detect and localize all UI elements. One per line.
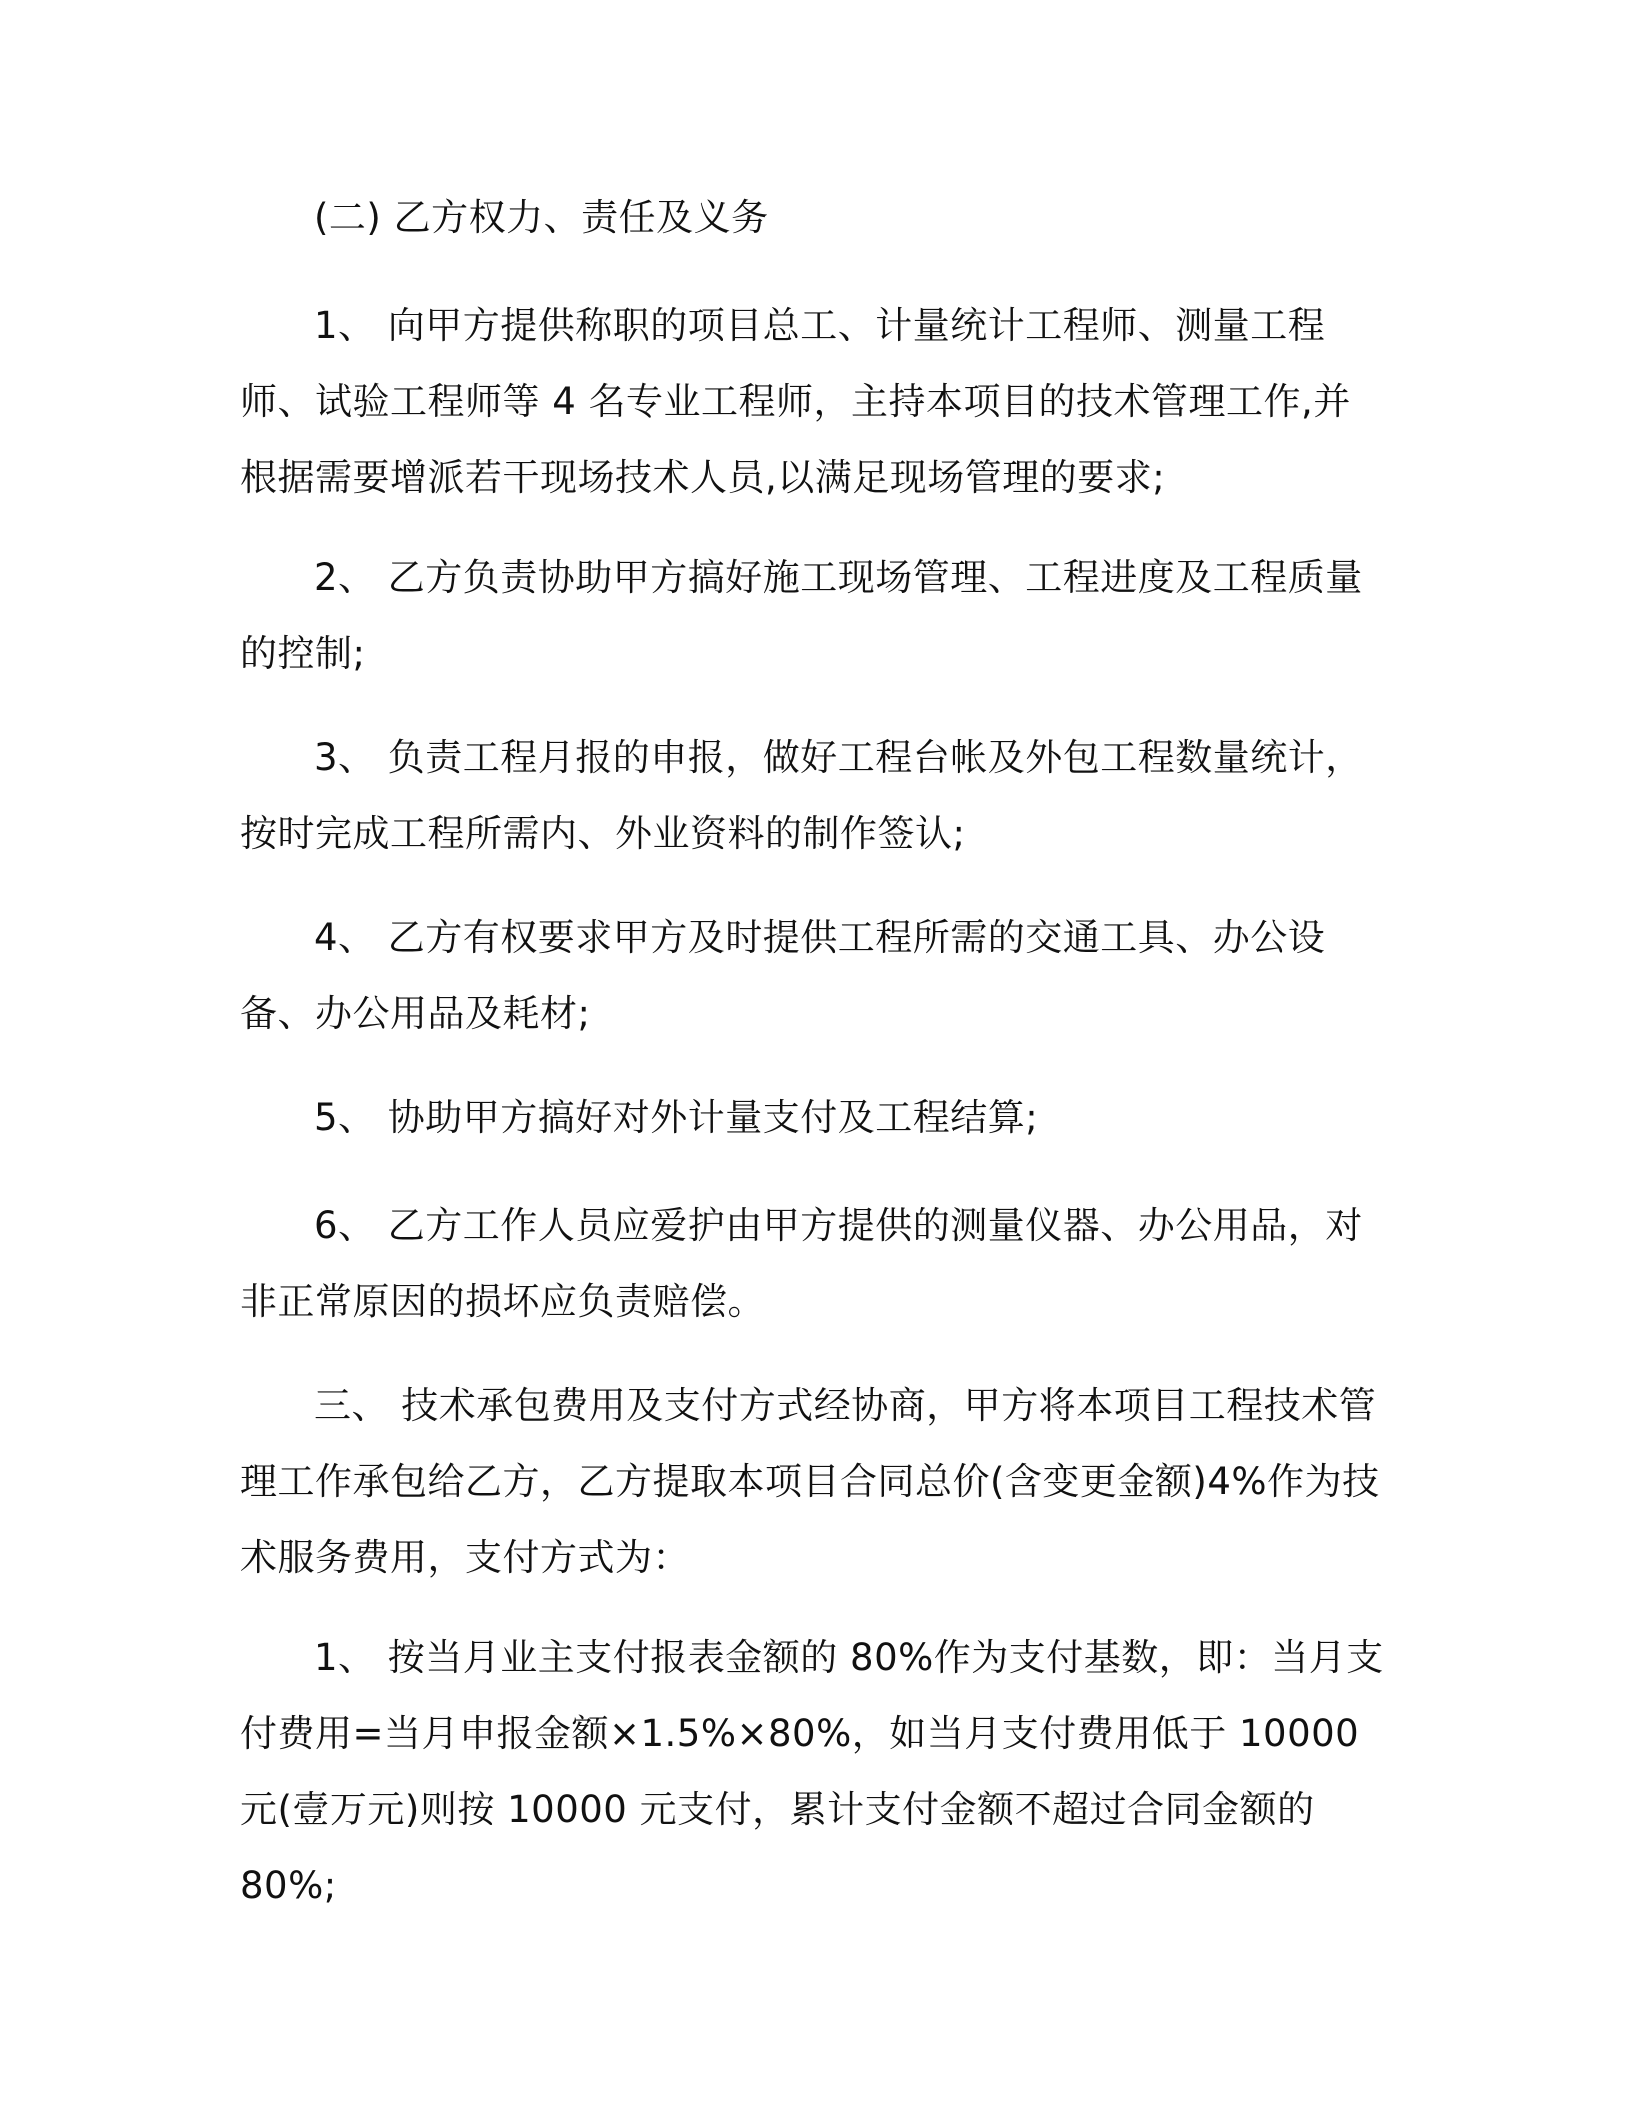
- paragraph-3: 3、 负责工程月报的申报，做好工程台帐及外包工程数量统计，按时完成工程所需内、外业资料的制作签认;: [240, 736, 1363, 855]
- paragraph-6: 6、 乙方工作人员应爱护由甲方提供的测量仪器、办公用品，对非正常原因的损坏应负责赔偿。: [240, 1204, 1363, 1323]
- section-heading: (二) 乙方权力、责任及义务: [314, 196, 769, 239]
- paragraph-payment-1: 1、 按当月业主支付报表金额的 80%作为支付基数，即：当月支付费用=当月申报金额×1.5%×80%，如当月支付费用低于 10000 元(壹万元)则按 10000 元支付，累计支付金额不超过合同金额的 80%;: [240, 1636, 1384, 1907]
- paragraph-4: 4、 乙方有权要求甲方及时提供工程所需的交通工具、办公设备、办公用品及耗材;: [240, 916, 1326, 1035]
- paragraph-1: 1、 向甲方提供称职的项目总工、计量统计工程师、测量工程师、试验工程师等 4 名专业工程师，主持本项目的技术管理工作,并根据需要增派若干现场技术人员,以满足现场管理的要求;: [240, 304, 1351, 499]
- paragraph-2: 2、 乙方负责协助甲方搞好施工现场管理、工程进度及工程质量的控制;: [240, 556, 1363, 675]
- paragraph-5: 5、 协助甲方搞好对外计量支付及工程结算;: [314, 1096, 1039, 1139]
- paragraph-section-3: 三、 技术承包费用及支付方式经协商，甲方将本项目工程技术管理工作承包给乙方，乙方提取本项目合同总价(含变更金额)4%作为技术服务费用，支付方式为：: [240, 1384, 1380, 1579]
